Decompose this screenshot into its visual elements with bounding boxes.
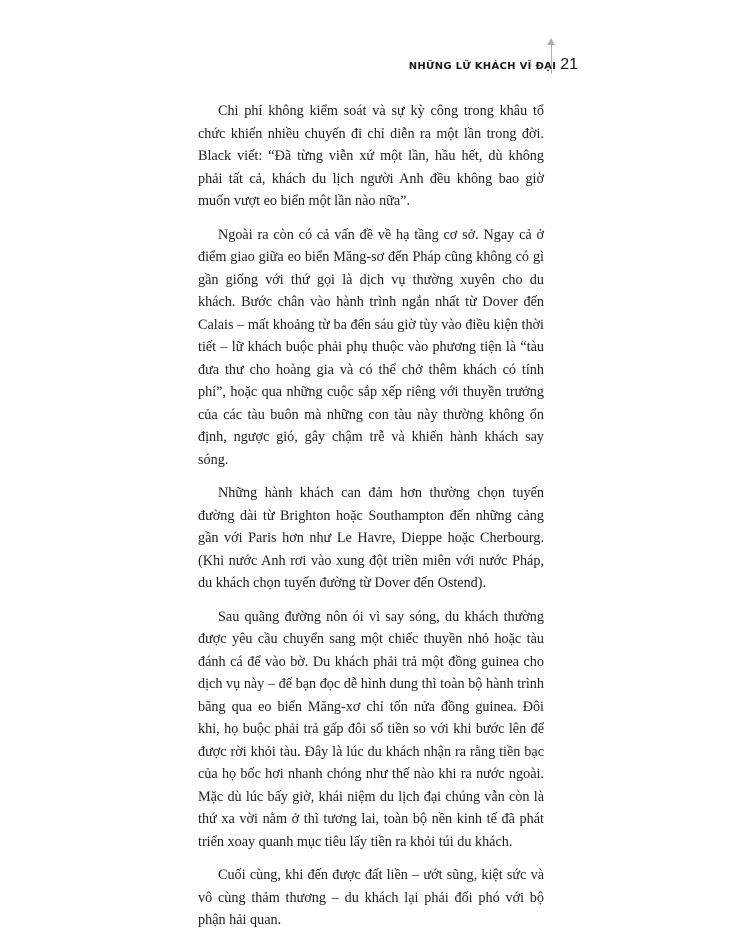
running-title: NHỮNG LỮ KHÁCH VĨ ĐẠI (408, 61, 557, 72)
body-text (198, 100, 544, 943)
page-number: 21 (560, 56, 578, 73)
paragraph-3: Những hành khách can đảm hơn thường chọn tuyến đường dài từ Brighton hoặc Southampton đến những cảng gần với Paris hơn như Le Havre, Dieppe hoặc Cherbourg. (Khi nước Anh rơi vào xung đột triền miên với nước Pháp, du khách chọn tuyến đường từ Dover đến Ostend). (198, 485, 544, 591)
page-header (409, 56, 578, 74)
paragraph-4: Sau quãng đường nôn ói vì say sóng, du khách thường được yêu cầu chuyển sang một chiếc thuyền nhỏ hoặc tàu đánh cá để vào bờ. Du khách phải trả một đồng guinea cho dịch vụ này – để bạn đọc dễ hình dung thì toàn bộ hành trình băng qua eo biển Măng-xơ chỉ tốn nửa đồng guinea. Đôi khi, họ buộc phải trả gấp đôi số tiền so với khi bước lên để được rời khỏi tàu. Đây là lúc du khách nhận ra rằng tiền bạc của họ bốc hơi nhanh chóng như thế nào khi ra nước ngoài. Mặc dù lúc bấy giờ, khái niệm du lịch đại chúng vẫn còn là thứ xa vời nằm ở thì tương lai, toàn bộ nền kinh tế đã phát triển xoay quanh mục tiêu lấy tiền ra khỏi túi du khách. (198, 608, 544, 850)
paragraph-1: Chi phí không kiểm soát và sự kỳ công trong khâu tổ chức khiến nhiều chuyến đi chỉ diễn ra một lần trong đời. Black viết: “Đã từng viễn xứ một lần, hầu hết, dù không phải tất cả, khách du lịch người Anh đều không bao giờ muốn vượt eo biển một lần nào nữa”. (198, 103, 544, 209)
paragraph-5: Cuối cùng, khi đến được đất liền – ướt sũng, kiệt sức và vô cùng thảm thương – du khách lại phải đối phó với bộ phận hải quan. (198, 867, 544, 928)
paragraph-2: Ngoài ra còn có cả vấn đề về hạ tầng cơ sở. Ngay cả ở điểm giao giữa eo biển Măng-sơ đến Pháp cũng không có gì gần giống với thứ gọi là dịch vụ thường xuyên cho du khách. Bước chân vào hành trình ngắn nhất từ Dover đến Calais – mất khoảng từ ba đến sáu giờ tùy vào điều kiện thời tiết – lữ khách buộc phải phụ thuộc vào phương tiện là “tàu đưa thư cho hoàng gia và có thể chở thêm khách có tính phí”, hoặc qua những cuộc sắp xếp riêng với thuyền trưởng của các tàu buôn mà những con tàu này thường không ổn định, ngược gió, gây chậm trễ và khiến hành khách say sóng. (198, 226, 544, 468)
